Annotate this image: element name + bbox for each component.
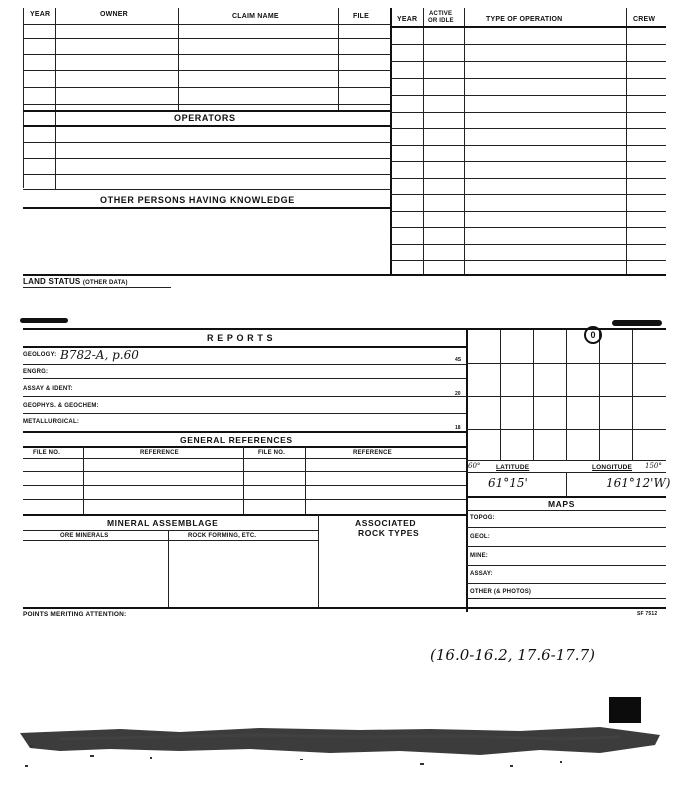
claims-owner-header: OWNER: [100, 11, 128, 18]
latitude-prefix: 60°: [468, 462, 481, 470]
gr-file-no-1: FILE NO.: [33, 450, 60, 456]
maps-other: OTHER (& PHOTOS): [470, 589, 532, 595]
mineral-assemblage-title: MINERAL ASSEMBLAGE: [107, 518, 219, 528]
maps-title: MAPS: [548, 499, 575, 509]
points-meriting-attention: POINTS MERITING ATTENTION:: [23, 611, 127, 618]
associated-rock-types-line1: ASSOCIATED: [355, 518, 417, 528]
gr-file-no-2: FILE NO.: [258, 450, 285, 456]
gr-reference-1: REFERENCE: [140, 450, 179, 456]
report-engrg-label: ENGRG:: [23, 369, 49, 375]
maps-mine: MINE:: [470, 553, 488, 559]
report-geophys-label: GEOPHYS. & GEOCHEM:: [23, 403, 99, 409]
form-number: SF 7512: [637, 611, 658, 617]
land-status-label: [23, 277, 128, 286]
report-assay-label: ASSAY & IDENT:: [23, 386, 73, 392]
punch-mark-right: [612, 320, 662, 326]
latitude-value: 61°15': [488, 476, 528, 490]
maps-geol: GEOL:: [470, 534, 490, 540]
report-geology-label: GEOLOGY:: [23, 352, 57, 358]
report-geology-code: 4S: [455, 357, 462, 363]
claims-year-header: YEAR: [30, 11, 51, 18]
longitude-value: 161°12'W): [606, 476, 671, 490]
longitude-label: LONGITUDE: [592, 464, 633, 471]
punch-mark-left: [20, 318, 68, 323]
handwritten-note: (16.0-16.2, 17.6-17.7): [430, 646, 595, 664]
operators-title: OPERATORS: [174, 113, 236, 123]
latitude-label: LATITUDE: [496, 464, 530, 471]
maps-assay: ASSAY:: [470, 571, 493, 577]
report-assay-code: 20: [455, 391, 461, 397]
land-status-subtext: (OTHER DATA): [82, 280, 128, 286]
claims-claim-name-header: CLAIM NAME: [232, 13, 279, 20]
ops-idle-header: OR IDLE: [428, 18, 454, 24]
maps-topog: TOPOG:: [470, 515, 495, 521]
rock-forming-header: ROCK FORMING, ETC.: [188, 533, 257, 539]
report-metallurgical-code: 18: [455, 425, 461, 431]
ops-type-header: TYPE OF OPERATION: [486, 16, 563, 23]
ops-crew-header: CREW: [633, 16, 656, 23]
general-references-title: GENERAL REFERENCES: [180, 435, 293, 445]
report-geology-value: B782-A, p.60: [60, 348, 139, 362]
ops-year-header: YEAR: [397, 16, 418, 23]
ore-minerals-header: ORE MINERALS: [60, 533, 109, 539]
scan-edge-noise: [0, 715, 678, 775]
reports-title: R E P O R T S: [207, 333, 274, 343]
ops-active-header: ACTIVE: [429, 11, 453, 17]
gr-reference-2: REFERENCE: [353, 450, 392, 456]
claims-file-header: FILE: [353, 13, 369, 20]
other-persons-title: OTHER PERSONS HAVING KNOWLEDGE: [100, 195, 295, 205]
land-status-text: LAND STATUS: [23, 277, 81, 286]
report-metallurgical-label: METALLURGICAL:: [23, 419, 80, 425]
associated-rock-types-line2: ROCK TYPES: [358, 528, 420, 538]
longitude-suffix: 150°: [645, 462, 662, 470]
circled-mark: 0: [584, 326, 602, 344]
